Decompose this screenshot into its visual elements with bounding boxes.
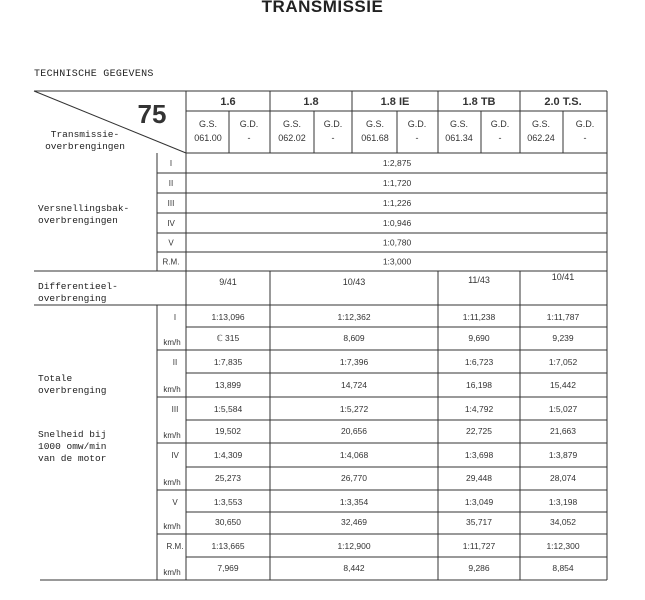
total-label-line: Totale bbox=[38, 373, 73, 384]
total-gear-label: R.M. bbox=[166, 542, 184, 551]
total-ratio-value: 1:11,238 bbox=[462, 312, 496, 322]
differential-value: 11/43 bbox=[468, 275, 490, 285]
total-ratio-value: 1:4,792 bbox=[464, 404, 494, 414]
total-ratio-value: 1:3,354 bbox=[339, 497, 369, 507]
gs-label: G.S. bbox=[198, 119, 218, 129]
speed-value: 26,770 bbox=[341, 473, 367, 483]
model-75-logo: 75 bbox=[137, 99, 167, 129]
speed-label-line: 1000 omw/min bbox=[38, 441, 107, 452]
kmh-unit-label: km/h bbox=[163, 431, 181, 440]
gd-value: - bbox=[498, 133, 502, 143]
gear-ratio: 1:0,780 bbox=[382, 237, 412, 248]
total-label-line: overbrenging bbox=[38, 385, 107, 396]
corner-label-line: Transmissie- bbox=[50, 129, 120, 140]
total-ratio-value: 1:12,362 bbox=[337, 312, 371, 322]
total-ratio-value: 1:7,052 bbox=[548, 357, 578, 367]
speed-value: 8,609 bbox=[343, 333, 365, 343]
total-ratio-value: 1:12,300 bbox=[546, 541, 580, 551]
engine-label: 1.8 bbox=[303, 96, 319, 108]
engine-label: 1.8 IE bbox=[380, 96, 410, 108]
speed-value: 32,469 bbox=[341, 517, 367, 527]
speed-value: 22,725 bbox=[466, 426, 492, 436]
gear-ratio: 1:3,000 bbox=[382, 256, 412, 267]
speed-value: 9,690 bbox=[468, 333, 490, 343]
gs-code: 061.00 bbox=[194, 133, 222, 143]
total-gear-label: V bbox=[172, 498, 178, 507]
speed-value: 16,198 bbox=[466, 380, 492, 390]
differential-value: 10/43 bbox=[342, 277, 366, 287]
total-gear-label: III bbox=[171, 405, 179, 414]
gd-label: G.D. bbox=[407, 119, 427, 129]
speed-value: 28,074 bbox=[550, 473, 576, 483]
gear-label: IV bbox=[167, 219, 175, 228]
speed-label-line: van de motor bbox=[38, 453, 107, 464]
gd-label: G.D. bbox=[575, 119, 595, 129]
gearbox-label-line: overbrengingen bbox=[38, 215, 118, 226]
total-ratio-value: 1:11,787 bbox=[546, 312, 580, 322]
total-ratio-value: 1:3,198 bbox=[548, 497, 578, 507]
speed-value: 8,442 bbox=[343, 563, 365, 573]
total-ratio-value: 1:5,027 bbox=[548, 404, 578, 414]
engine-label: 2.0 T.S. bbox=[544, 96, 582, 108]
gear-label: R.M. bbox=[162, 257, 180, 267]
speed-value: 30,650 bbox=[215, 517, 241, 527]
total-ratio-value: 1:12,900 bbox=[337, 541, 371, 551]
gear-ratio: 1:1,226 bbox=[382, 198, 412, 208]
total-ratio-value: 1:11,727 bbox=[462, 541, 496, 551]
total-gear-label: II bbox=[172, 358, 178, 367]
total-gear-label: I bbox=[173, 313, 177, 322]
total-ratio-value: 1:7,396 bbox=[339, 357, 369, 367]
total-ratio-value: 1:13,096 bbox=[211, 312, 245, 322]
gs-code: 061.68 bbox=[361, 133, 389, 143]
speed-value: 29,448 bbox=[466, 473, 492, 483]
gs-label: G.S. bbox=[449, 119, 469, 129]
total-ratio-value: 1:3,553 bbox=[213, 497, 243, 507]
speed-value: 7,969 bbox=[217, 563, 239, 573]
gs-label: G.S. bbox=[365, 119, 385, 129]
speed-value: 20,656 bbox=[341, 426, 367, 436]
gear-label: V bbox=[168, 238, 174, 248]
total-ratio-value: 1:4,068 bbox=[339, 450, 369, 460]
speed-value: 35,717 bbox=[466, 517, 492, 527]
gear-label: III bbox=[167, 199, 175, 208]
gear-label: II bbox=[168, 179, 174, 188]
total-ratio-value: 1:13,665 bbox=[211, 541, 245, 551]
total-ratio-value: 1:5,272 bbox=[339, 404, 369, 414]
gd-label: G.D. bbox=[490, 119, 510, 129]
speed-value: 21,663 bbox=[550, 426, 576, 436]
speed-value: 9,286 bbox=[468, 563, 490, 573]
speed-value: 15,442 bbox=[550, 380, 576, 390]
total-ratio-value: 1:3,698 bbox=[464, 450, 494, 460]
total-ratio-value: 1:3,049 bbox=[464, 497, 494, 507]
table-text bbox=[38, 96, 594, 577]
gd-value: - bbox=[247, 133, 251, 143]
gs-code: 062.24 bbox=[527, 133, 555, 143]
gs-code: 062.02 bbox=[278, 133, 306, 143]
total-ratio-value: 1:7,835 bbox=[213, 357, 243, 367]
differential-label-line: Differentieel- bbox=[38, 281, 118, 292]
gear-label: I bbox=[169, 159, 173, 168]
kmh-unit-label: km/h bbox=[163, 385, 181, 394]
gear-ratio: 1:1,720 bbox=[382, 178, 412, 188]
gs-label: G.S. bbox=[531, 119, 551, 129]
speed-value: 19,502 bbox=[215, 426, 241, 436]
total-ratio-value: 1:3,879 bbox=[548, 450, 578, 460]
gear-ratio: 1:0,946 bbox=[382, 218, 412, 228]
speed-value: 25,273 bbox=[215, 473, 241, 483]
speed-value: 13,899 bbox=[215, 380, 241, 390]
kmh-unit-label: km/h bbox=[163, 338, 181, 347]
gs-code: 061.34 bbox=[445, 133, 473, 143]
corner-label-line: overbrengingen bbox=[45, 141, 125, 152]
gear-ratio: 1:2,875 bbox=[382, 158, 412, 168]
differential-label-line: overbrenging bbox=[38, 293, 107, 304]
total-ratio-value: 1:4,309 bbox=[213, 450, 243, 460]
gs-label: G.S. bbox=[282, 119, 302, 129]
kmh-unit-label: km/h bbox=[163, 478, 181, 487]
gearbox-label-line: Versnellingsbak- bbox=[38, 203, 130, 214]
total-ratio-value: 1:6,723 bbox=[464, 357, 494, 367]
gd-value: - bbox=[331, 133, 335, 143]
kmh-unit-label: km/h bbox=[163, 568, 181, 577]
gd-label: G.D. bbox=[323, 119, 343, 129]
table-grid bbox=[34, 91, 607, 580]
speed-value: 14,724 bbox=[341, 380, 367, 390]
gd-value: - bbox=[583, 133, 587, 143]
engine-label: 1.8 TB bbox=[462, 96, 496, 108]
differential-value: 9/41 bbox=[219, 277, 237, 287]
engine-label: 1.6 bbox=[220, 96, 236, 108]
differential-value: 10/41 bbox=[551, 272, 575, 282]
section-heading: TECHNISCHE GEGEVENS bbox=[34, 69, 154, 80]
speed-value: ℂ 315 bbox=[216, 333, 240, 343]
gd-label: G.D. bbox=[239, 119, 259, 129]
kmh-unit-label: km/h bbox=[163, 522, 181, 531]
page-title: TRANSMISSIE bbox=[261, 0, 384, 16]
speed-label-line: Snelheid bij bbox=[38, 429, 107, 440]
gd-value: - bbox=[415, 133, 419, 143]
speed-value: 34,052 bbox=[550, 517, 576, 527]
speed-value: 8,854 bbox=[552, 563, 574, 573]
total-gear-label: IV bbox=[171, 451, 179, 460]
total-ratio-value: 1:5,584 bbox=[213, 404, 243, 414]
speed-value: 9,239 bbox=[552, 333, 574, 343]
